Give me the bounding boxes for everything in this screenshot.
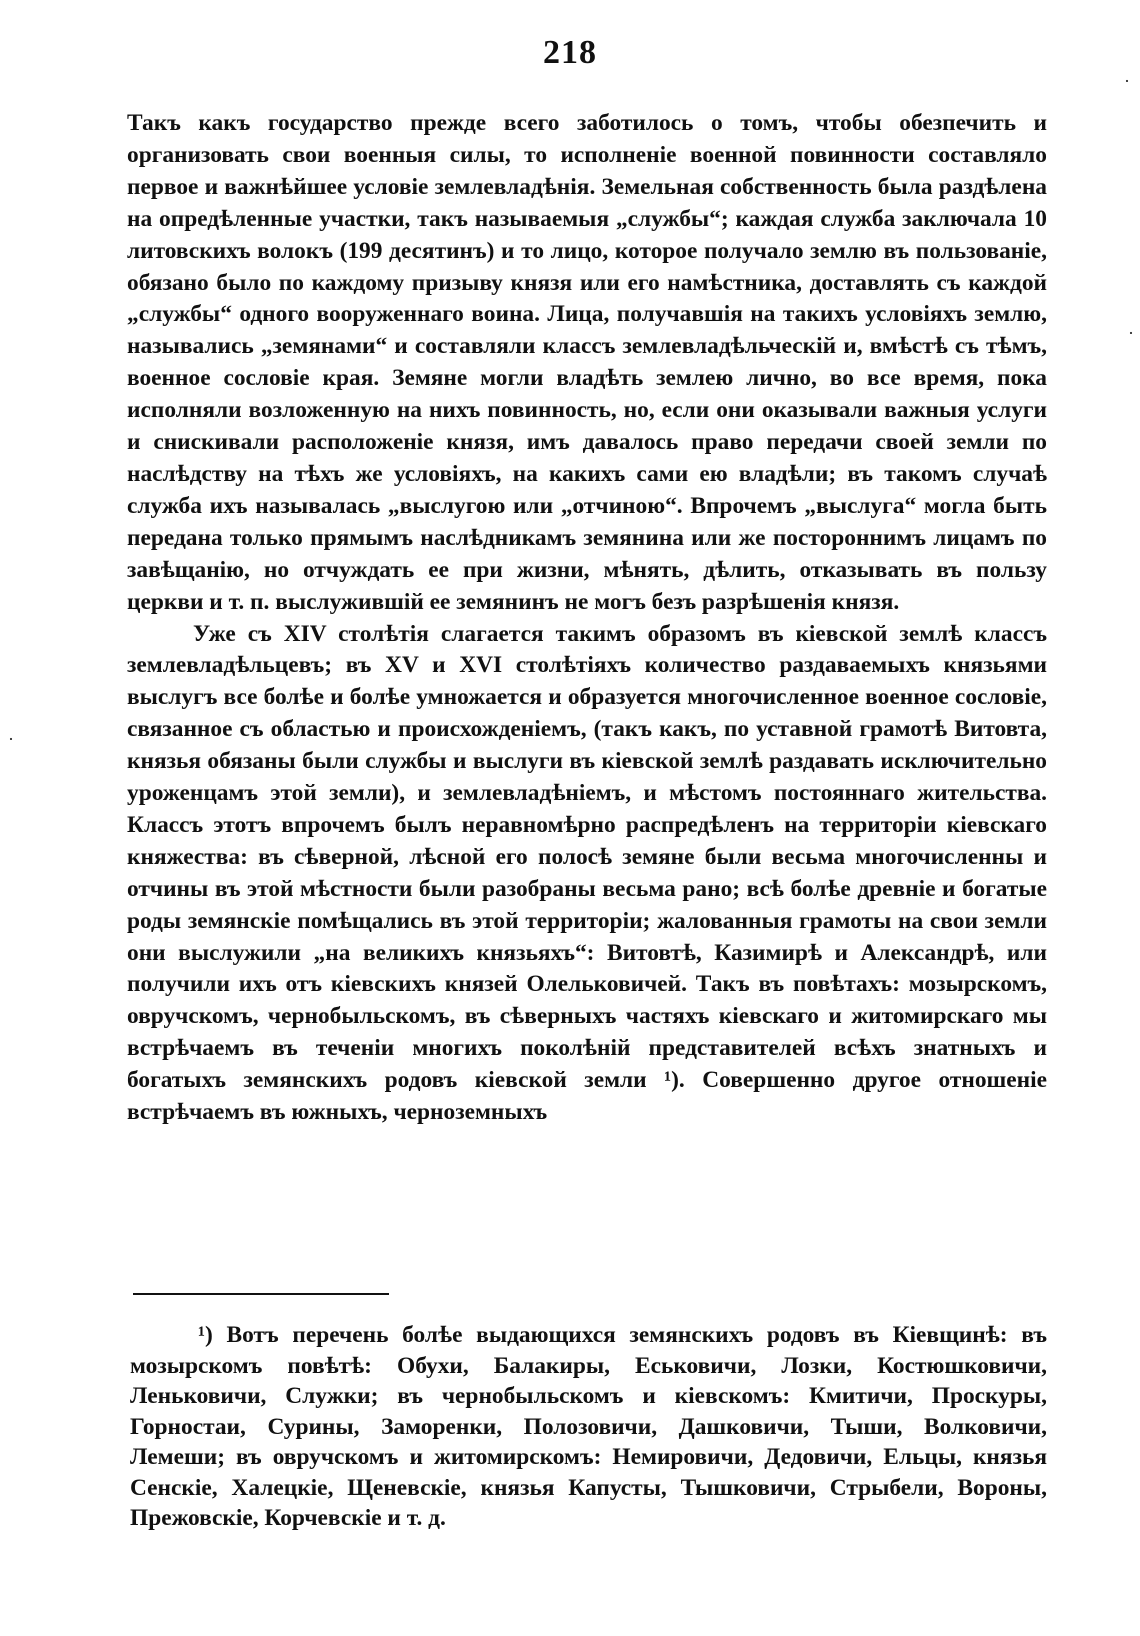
footnote: ¹) Вотъ перечень болѣе выдающихся земянскихъ родовъ въ Кіевщинѣ: въ мозырскомъ повѣтѣ: Обухи, Балакиры, Еськовичи, Лозки, Костюшковичи, Леньковичи, Служки; въ чернобыльскомъ и кіевскомъ: Кмитичи, Проскуры, Горностаи, Сурины, Заморенки, Полозовичи, Дашковичи, Тыши, Волковичи, Лемеши; въ овручскомъ и житомирскомъ: Немировичи, Дедовичи, Ельцы, князья Сенскіе, Халецкіе, Щеневскіе, князья Капусты, Тышковичи, Стрыбели, Вороны, Прежовскіе, Корчевскіе и т. д. [130, 1322, 1047, 1531]
paragraph-2: Уже съ XIV столѣтія слагается такимъ образомъ въ кіевской землѣ классъ землевладѣльцевъ; въ XV и XVI столѣтіяхъ количество раздаваемыхъ князьями выслугъ все болѣе и болѣе умножается и образуется многочисленное военное сословіе, связанное съ областью и происхожденіемъ, (такъ какъ, по уставной грамотѣ Витовта, князья обязаны были службы и выслуги въ кіевской землѣ раздавать исключительно уроженцамъ этой земли), и землевладѣніемъ, и мѣстомъ постояннаго жительства. Классъ этотъ впрочемъ былъ неравномѣрно распредѣленъ на территоріи кіевскаго княжества: въ сѣверной, лѣсной его полосѣ земяне были весьма многочисленны и отчины въ этой мѣстности были разобраны весьма рано; всѣ болѣе древніе и богатые роды земянскіе помѣщались въ этой территоріи; жалованныя грамоты на свои земли они выслужили „на великихъ князьяхъ“: Витовтѣ, Казимирѣ и Александрѣ, или получили ихъ отъ кіевскихъ князей Олельковичей. Такъ въ повѣтахъ: мозырскомъ, овручскомъ, чернобыльскомъ, въ сѣверныхъ частяхъ кіевскаго и житомирскаго мы встрѣчаемъ въ теченіи многихъ поколѣній представителей всѣхъ знатныхъ и богатыхъ земянскихъ родовъ кіевской земли ¹). Совершенно другое отношеніе встрѣчаемъ въ южныхъ, черноземныхъ [127, 620, 1047, 1126]
scan-mark-middle-right: · [1128, 323, 1134, 343]
page-number: 218 [543, 34, 597, 71]
footnote-divider [133, 1293, 389, 1295]
scan-mark-top-right: · [1124, 71, 1130, 91]
main-text [127, 108, 1047, 1129]
paragraph-1: Такъ какъ государство прежде всего заботилось о томъ, чтобы обезпечить и организовать свои военныя силы, то исполненіе военной повинности составляло первое и важнѣйшее условіе землевладѣнія. Земельная собственность была раздѣлена на опредѣленные участки, такъ называемыя „службы“; каждая служба заключала 10 литовскихъ волокъ (199 десятинъ) и то лицо, которое получало землю въ пользованіе, обязано было по каждому призыву князя или его намѣстника, доставлять съ каждой „службы“ одного вооруженнаго воина. Лица, получавшія на такихъ условіяхъ землю, назывались „земянами“ и составляли классъ землевладѣльческій и, вмѣстѣ съ тѣмъ, военное сословіе края. Земяне могли владѣть землею лично, во все время, пока исполняли возложенную на нихъ повинность, но, если они оказывали важныя услуги и снискивали расположеніе князя, имъ давалось право передачи своей земли по наслѣдству на тѣхъ же условіяхъ, на какихъ сами ею владѣли; въ такомъ случаѣ служба ихъ называлась „выслугою или „отчиною“. Впрочемъ „выслуга“ могла быть передана только прямымъ наслѣдникамъ земянина или же постороннимъ лицамъ по завѣщанію, но отчуждать ее при жизни, мѣнять, дѣлить, отказывать въ пользу церкви и т. п. выслужившій ее земянинъ не могъ безъ разрѣшенія князя. [127, 110, 1047, 615]
scan-mark-left: · [8, 729, 14, 749]
